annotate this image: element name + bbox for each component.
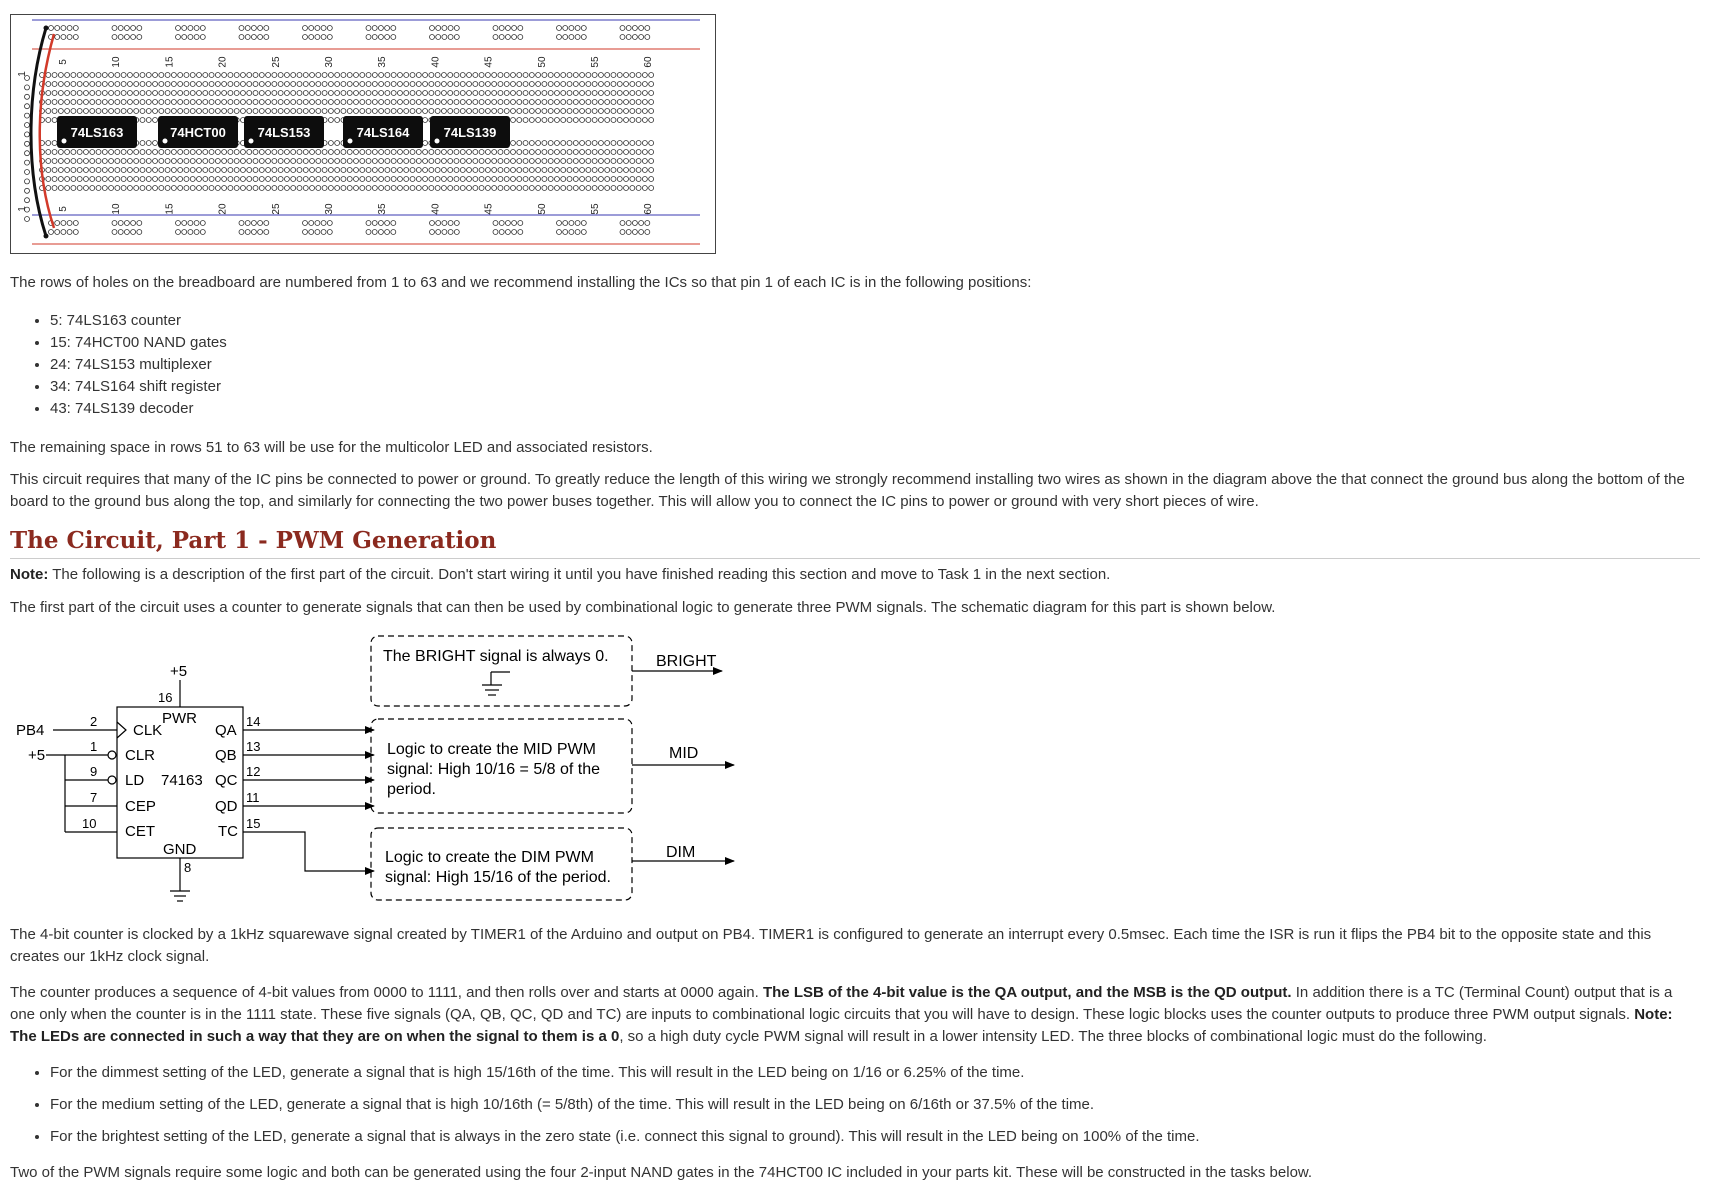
list-item: • 43: 74LS139 decoder <box>50 398 227 420</box>
pin1-dot <box>62 139 67 144</box>
column-number: 20 <box>217 56 229 68</box>
clk-label: CLK <box>133 722 163 739</box>
qb-label: QB <box>215 747 237 764</box>
pin16-label: 16 <box>158 690 173 705</box>
note-text: The following is a description of the first part of the circuit. Don't start wiring it until you have finished reading this section and move to Task 1 in the next section. <box>48 566 1111 583</box>
dim-output-label: DIM <box>666 844 696 861</box>
column-number: 40 <box>430 56 442 68</box>
qa-label: QA <box>215 722 237 739</box>
qd-label: QD <box>215 798 238 815</box>
counter-paragraph <box>10 982 1700 1048</box>
pin13-label: 13 <box>246 739 261 754</box>
schematic-intro-paragraph: The first part of the circuit uses a counter to generate signals that can then be used by combinational logic to generate three PWM signals. The schematic diagram for this part is shown below. <box>10 599 1276 616</box>
clock-paragraph: The 4-bit counter is clocked by a 1kHz squarewave signal created by TIMER1 of the Arduino and output on PB4. TIMER1 is configured to generate an interrupt every 0.5msec. Each time the ISR is run it flips the PB4 bit to the opposite state and this creates our 1kHz clock signal. <box>10 926 1652 965</box>
list-item: • 34: 74LS164 shift register <box>50 376 227 398</box>
mid-output-label: MID <box>669 745 699 762</box>
pin1-dot <box>348 139 353 144</box>
list-item: • For the brightest setting of the LED, generate a signal that is always in the zero state (i.e. connect this signal to ground). This will result in the LED being on 100% of the time. <box>50 1126 1200 1148</box>
column-number: 25 <box>270 203 282 215</box>
plus5-top-label: +5 <box>170 663 188 680</box>
pin11-label: 11 <box>246 790 260 805</box>
dim-box-line-1: Logic to create the DIM PWM <box>385 849 594 866</box>
ic-position-list <box>10 310 227 420</box>
list-item: • 5: 74LS163 counter <box>50 310 227 332</box>
note-label: Note: <box>10 566 49 583</box>
column-number: 30 <box>324 56 335 68</box>
column-number: 20 <box>217 203 229 215</box>
pin15-label: 15 <box>246 816 261 831</box>
chip-number-label: 74163 <box>161 772 203 789</box>
pin8-label: 8 <box>184 860 192 875</box>
remaining-paragraph: The remaining space in rows 51 to 63 will be use for the multicolor LED and associated resistors. <box>10 439 653 456</box>
list-item: • For the dimmest setting of the LED, generate a signal that is high 15/16th of the time. This will result in the LED being on 1/16 or 6.25% of the time. <box>50 1062 1200 1084</box>
column-number: 35 <box>377 56 389 68</box>
note-paragraph <box>10 564 1700 586</box>
breadboard-figure <box>10 14 716 254</box>
column-number: 10 <box>111 203 123 215</box>
wire-end <box>44 234 49 239</box>
column-number: 5 <box>58 206 69 212</box>
ic-chip-label: 74LS139 <box>443 125 497 140</box>
rows-paragraph: The rows of holes on the breadboard are numbered from 1 to 63 and we recommend installing the ICs so that pin 1 of each IC is in the following positions: <box>10 274 1032 291</box>
tc-label: TC <box>218 823 238 840</box>
column-number: 60 <box>643 203 655 215</box>
plus5-left-label: +5 <box>28 747 46 764</box>
column-number: 50 <box>536 203 548 215</box>
column-number: 45 <box>483 56 495 68</box>
final-paragraph: Two of the PWM signals require some logic and both can be generated using the four 2-input NAND gates in the 74HCT00 IC included in your parts kit. These will be constructed in the tasks below. <box>10 1164 1313 1181</box>
counter-text-1: The counter produces a sequence of 4-bit values from 0000 to 1111, and then rolls over and starts at 0000 again. <box>10 984 763 1001</box>
column-number: 15 <box>164 203 176 215</box>
pin1-dot <box>249 139 254 144</box>
column-number: 55 <box>590 203 601 215</box>
column-number: 50 <box>536 56 548 68</box>
pb4-label: PB4 <box>16 722 45 739</box>
mid-box-line-1: Logic to create the MID PWM <box>387 741 596 758</box>
gnd-label: GND <box>163 841 197 858</box>
pin2-label: 2 <box>90 714 98 729</box>
pin1-label: 1 <box>90 739 98 754</box>
mid-box-line-2: signal: High 10/16 = 5/8 of the <box>387 761 601 778</box>
section-heading: The Circuit, Part 1 - PWM Generation <box>10 526 1700 559</box>
row-mark: 1 <box>17 71 28 77</box>
schematic-figure <box>10 625 750 910</box>
counter-bold-2: Note: The LEDs are connected in such a way that they are on when the signal to them is a 0 <box>10 1006 1673 1045</box>
column-number: 35 <box>377 203 389 215</box>
list-item: • 15: 74HCT00 NAND gates <box>50 332 227 354</box>
bright-box-text: The BRIGHT signal is always 0. <box>383 648 609 665</box>
counter-text-2: In addition there is a TC (Terminal Count) output that is a one only when the counter is in the 1111 state. These five signals (QA, QB, QC, QD and TC) are inputs to combinational logic circuits that you will have to design. These logic blocks uses the counter outputs to produce three PWM output signals. <box>10 984 1673 1023</box>
ic-chip-label: 74LS153 <box>257 125 311 140</box>
wire-end <box>44 26 49 31</box>
mid-box-line-3: period. <box>387 781 436 798</box>
column-number: 55 <box>590 56 601 68</box>
pwr-label: PWR <box>162 710 197 727</box>
pin10-label: 10 <box>82 816 97 831</box>
ld-label: LD <box>125 772 145 789</box>
ic-chip-label: 74HCT00 <box>170 125 226 140</box>
clr-label: CLR <box>125 747 156 764</box>
column-number: 25 <box>270 56 282 68</box>
pin1-dot <box>163 139 168 144</box>
wiring-paragraph: This circuit requires that many of the IC pins be connected to power or ground. To greatly reduce the length of this wiring we strongly recommend installing two wires as shown in the diagram above the that connect the ground bus along the bottom of the board to the ground bus along the top, and similarly for connecting the two power buses together. This will allow you to connect the IC pins to power or ground with very short pieces of wire. <box>10 471 1685 510</box>
column-number: 5 <box>58 59 69 65</box>
pin14-label: 14 <box>246 714 261 729</box>
qc-label: QC <box>215 772 238 789</box>
column-number: 45 <box>483 203 495 215</box>
pin9-label: 9 <box>90 764 98 779</box>
ic-chip-label: 74LS163 <box>70 125 124 140</box>
bright-logic-box <box>371 636 632 706</box>
breadboard-diagram <box>10 14 716 254</box>
dim-box-line-2: signal: High 15/16 of the period. <box>385 869 611 886</box>
pin12-label: 12 <box>246 764 261 779</box>
column-number: 30 <box>324 203 335 215</box>
list-item: • For the medium setting of the LED, generate a signal that is high 10/16th (= 5/8th) of the time. This will result in the LED being on 6/16th or 37.5% of the time. <box>50 1094 1200 1116</box>
column-number: 40 <box>430 203 442 215</box>
counter-text-3: , so a high duty cycle PWM signal will result in a lower intensity LED. The three blocks of combinational logic must do the following. <box>619 1028 1487 1045</box>
schematic-diagram <box>10 625 750 910</box>
column-number: 10 <box>111 56 123 68</box>
bright-output-label: BRIGHT <box>656 653 717 670</box>
pin7-label: 7 <box>90 790 98 805</box>
column-number: 15 <box>164 56 176 68</box>
column-number: 60 <box>643 56 655 68</box>
pin1-dot <box>435 139 440 144</box>
counter-bold-1: The LSB of the 4-bit value is the QA output, and the MSB is the QD output. <box>762 984 1292 1001</box>
list-item: • 24: 74LS153 multiplexer <box>50 354 227 376</box>
cet-label: CET <box>125 823 155 840</box>
cep-label: CEP <box>125 798 156 815</box>
row-mark: 1 <box>17 206 28 212</box>
ic-chip-label: 74LS164 <box>356 125 410 140</box>
pwm-requirements-list <box>10 1062 1200 1158</box>
